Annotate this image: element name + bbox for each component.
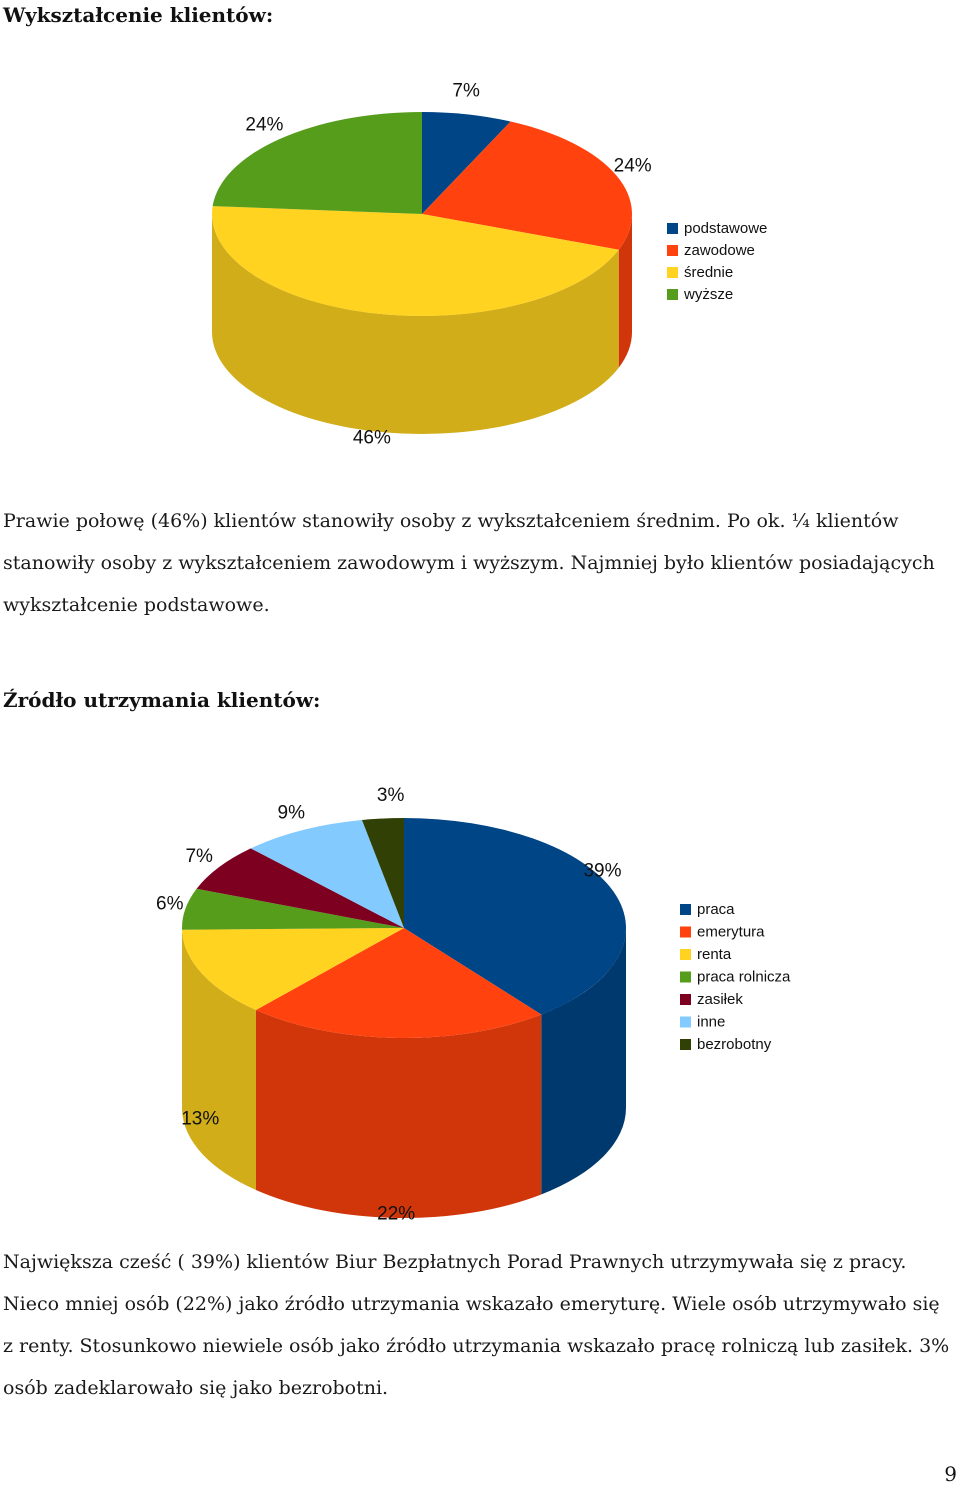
pie-label-zawodowe: 24% [613, 155, 652, 177]
pie-label-bezrobotny: 3% [376, 785, 405, 807]
legend-swatch-renta [680, 949, 691, 960]
legend-swatch-praca [680, 904, 691, 915]
income-source-pie-chart [0, 780, 960, 1225]
legend-label-zasilek: zasiłek [697, 990, 743, 1008]
legend-swatch-bezrobotny [680, 1039, 691, 1050]
pie-label-emerytura: 22% [377, 1203, 416, 1225]
legend-label-srednie: średnie [684, 263, 734, 281]
education-pie-svg [0, 70, 960, 470]
legend-label-emerytura: emerytura [697, 923, 765, 941]
legend-swatch-emerytura [680, 927, 691, 938]
pie-label-srednie: 46% [352, 427, 391, 449]
legend-swatch-zawodowe [667, 245, 678, 256]
pie-slice-side-emerytura [256, 1010, 541, 1218]
section-heading-education: Wykształcenie klientów: [3, 3, 274, 27]
income-source-paragraph: Największa cześć ( 39%) klientów Biur Bezpłatnych Porad Prawnych utrzymywała się z pracy. Nieco mniej osób (22%) jako źródło utrzymania wskazało emeryturę. Wiele osób utrzymywało się z renty. Stosunkowo niewiele osób jako źródło utrzymania wskazało pracę rolniczą lub zasiłek. 3% osób zadeklarowało się jako bezrobotni. [3, 1251, 950, 1399]
pie-label-praca-rolnicza: 6% [156, 893, 184, 915]
pie-slice-wyzsze [213, 112, 422, 214]
legend-label-praca: praca [697, 900, 735, 918]
legend-label-wyzsze: wyższe [684, 285, 734, 303]
legend-swatch-praca-rolnicza [680, 972, 691, 983]
legend-swatch-podstawowe [667, 223, 678, 234]
pie-label-inne: 9% [277, 802, 306, 824]
legend-label-renta: renta [697, 945, 732, 963]
pie-label-zasilek: 7% [185, 846, 213, 868]
legend-swatch-inne [680, 1017, 691, 1028]
legend-label-inne: inne [697, 1013, 726, 1031]
chart-legend [667, 220, 767, 303]
legend-label-podstawowe: podstawowe [684, 219, 768, 237]
legend-label-praca-rolnicza: praca rolnicza [697, 968, 791, 986]
section-heading-income-source: Źródło utrzymania klientów: [3, 688, 321, 712]
pie-label-wyzsze: 24% [245, 114, 284, 136]
legend-label-zawodowe: zawodowe [684, 241, 755, 259]
education-pie-chart [0, 70, 960, 470]
legend-swatch-zasilek [680, 994, 691, 1005]
income-source-pie-svg [0, 780, 960, 1225]
pie-label-podstawowe: 7% [452, 80, 480, 102]
education-paragraph: Prawie połowę (46%) klientów stanowiły osoby z wykształceniem średnim. Po ok. ¼ klientów stanowiły osoby z wykształceniem zawodowym i wyższym. Najmniej było klientów posiadających wykształcenie podstawowe. [3, 510, 935, 616]
legend-swatch-srednie [667, 267, 678, 278]
pie-label-renta: 13% [181, 1108, 220, 1130]
pie-label-praca: 39% [583, 860, 622, 882]
chart-legend [680, 901, 791, 1053]
legend-label-bezrobotny: bezrobotny [697, 1035, 772, 1053]
legend-swatch-wyzsze [667, 289, 678, 300]
page-number: 9 [944, 1462, 957, 1486]
